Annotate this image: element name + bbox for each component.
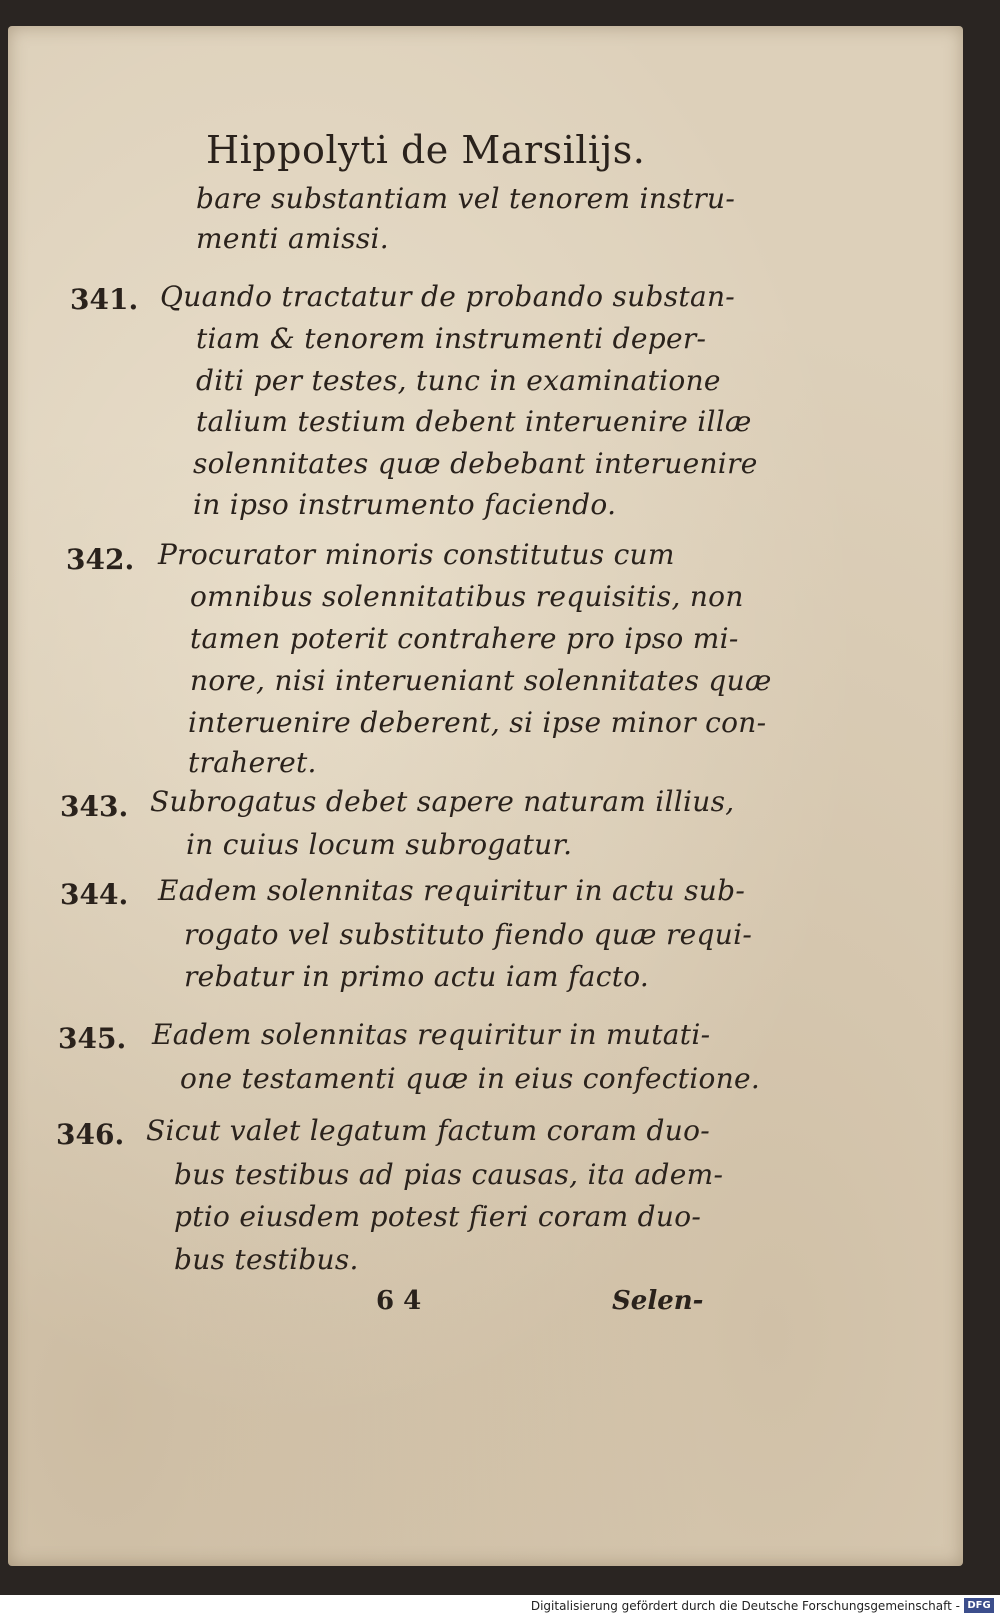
text-line: in ipso instrumento faciendo. <box>193 488 617 521</box>
text-line: bus testibus ad pias causas, ita adem- <box>174 1158 724 1191</box>
entry-number: 341. <box>70 283 139 316</box>
text-line: interuenire deberent, si ipse minor con- <box>188 706 767 739</box>
text-line: traheret. <box>188 746 317 779</box>
text-line: bare substantiam vel tenorem instru- <box>196 182 736 215</box>
text-line: Sicut valet legatum factum coram duo- <box>146 1114 710 1147</box>
entry-number: 344. <box>60 878 129 911</box>
catchword: Selen- <box>612 1286 704 1316</box>
text-line: ptio eiusdem potest fieri coram duo- <box>174 1200 702 1233</box>
text-line: one testamenti quæ in eius confectione. <box>180 1062 761 1095</box>
entry-number: 343. <box>60 790 129 823</box>
text-line: talium testium debent interuenire illæ <box>196 405 752 438</box>
text-line: tamen poterit contrahere pro ipso mi- <box>190 622 739 655</box>
text-line: Subrogatus debet sapere naturam illius, <box>150 785 735 818</box>
text-line: Procurator minoris constitutus cum <box>158 538 675 571</box>
text-line: menti amissi. <box>196 222 389 255</box>
text-line: Quando tractatur de probando substan- <box>160 280 736 313</box>
entry-number: 342. <box>66 543 135 576</box>
text-line: solennitates quæ debebant interuenire <box>193 447 758 480</box>
text-line: rebatur in primo actu iam facto. <box>184 960 650 993</box>
digitization-footer <box>0 1595 1000 1620</box>
text-line: Eadem solennitas requiritur in mutati- <box>152 1018 711 1051</box>
entry-number: 346. <box>56 1118 125 1151</box>
text-line: tiam & tenorem instrumenti deper- <box>196 322 707 355</box>
text-line: rogato vel substituto fiendo quæ requi- <box>184 918 753 951</box>
entry-number: 345. <box>58 1022 127 1055</box>
running-head: Hippolyti de Marsilijs. <box>206 128 646 172</box>
text-line: nore, nisi interueniant solennitates quæ <box>190 664 772 697</box>
dfg-logo: DFG <box>964 1598 994 1613</box>
text-line: diti per testes, tunc in examinatione <box>196 364 721 397</box>
text-line: omnibus solennitatibus requisitis, non <box>190 580 744 613</box>
text-line: Eadem solennitas requiritur in actu sub- <box>158 874 746 907</box>
text-line: bus testibus. <box>174 1243 359 1276</box>
funding-notice: Digitalisierung gefördert durch die Deutsche Forschungsgemeinschaft - <box>530 1599 960 1613</box>
text-line: in cuius locum subrogatur. <box>186 828 573 861</box>
signature-mark: 6 4 <box>376 1286 422 1316</box>
